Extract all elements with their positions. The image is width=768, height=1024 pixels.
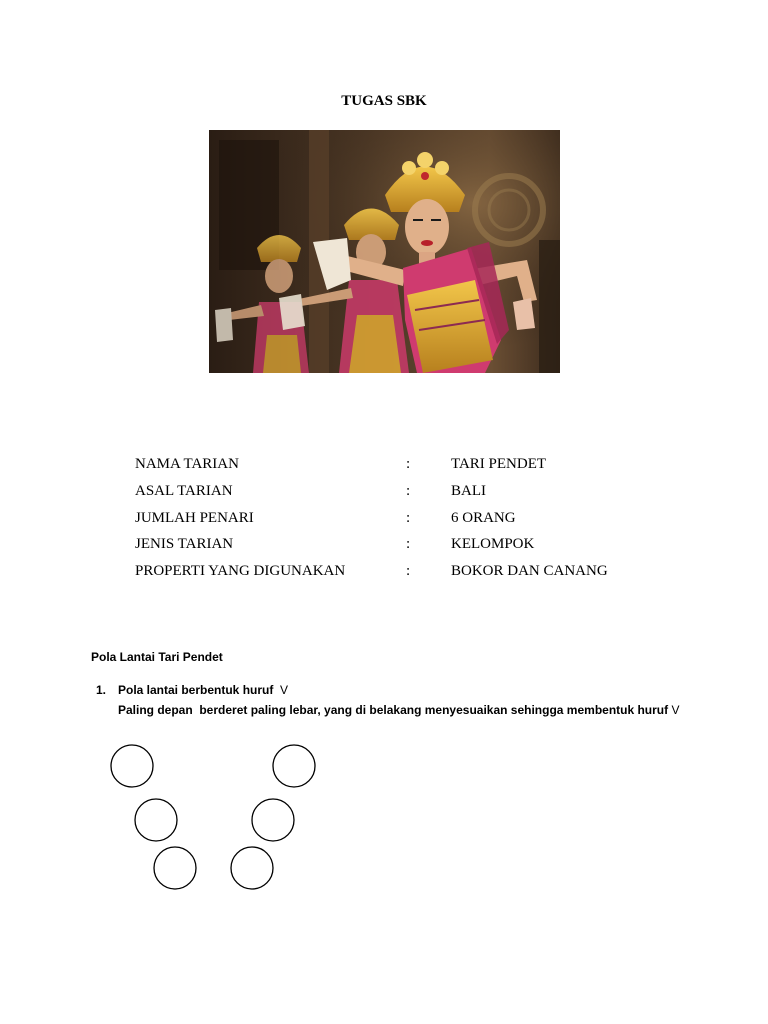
info-label: NAMA TARIAN <box>135 456 239 472</box>
info-row-jumlah-penari <box>135 509 695 536</box>
info-label: ASAL TARIAN <box>135 482 233 499</box>
info-label: JENIS TARIAN <box>135 536 234 553</box>
dance-info-table <box>135 455 695 589</box>
balinese-dancers-photo <box>209 130 560 373</box>
info-value: BALI <box>451 482 486 499</box>
info-value: TARI PENDET <box>451 456 547 472</box>
dancer-position-circle <box>135 799 177 841</box>
info-separator: : <box>406 509 411 526</box>
info-separator: : <box>406 482 411 499</box>
info-row-asal-tarian <box>135 482 695 509</box>
info-value: 6 ORANG <box>451 509 516 526</box>
info-value: BOKOR DAN CANANG <box>451 563 608 580</box>
document-title: TUGAS SBK <box>341 93 427 109</box>
list-line-2-text: Paling depan berderet paling lebar, yang di belakang menyesuaikan sehingga membentuk huruf <box>118 703 672 717</box>
info-label: PROPERTI YANG DIGUNAKAN <box>135 563 346 580</box>
info-row-nama-tarian <box>135 455 695 482</box>
dancer-position-circle <box>231 847 273 889</box>
info-row-properti <box>135 562 695 589</box>
dancer-position-circle <box>154 847 196 889</box>
info-row-jenis-tarian <box>135 535 695 562</box>
info-separator: : <box>406 536 411 553</box>
floor-pattern-diagram <box>0 730 768 910</box>
info-separator: : <box>406 563 411 580</box>
info-separator: : <box>406 456 411 472</box>
list-line-2 <box>118 703 680 717</box>
list-line-1-letter: V <box>280 683 289 697</box>
info-label: JUMLAH PENARI <box>135 509 254 526</box>
list-line-1 <box>118 683 288 697</box>
dancer-position-circle <box>111 745 153 787</box>
dancer-position-circle <box>252 799 294 841</box>
list-line-1-text: Pola lantai berbentuk huruf <box>118 683 281 697</box>
list-number: 1. <box>96 683 107 697</box>
dancer-position-circle <box>273 745 315 787</box>
info-value: KELOMPOK <box>451 536 535 553</box>
list-line-2-letter: V <box>671 703 680 717</box>
section-heading: Pola Lantai Tari Pendet <box>91 650 223 664</box>
